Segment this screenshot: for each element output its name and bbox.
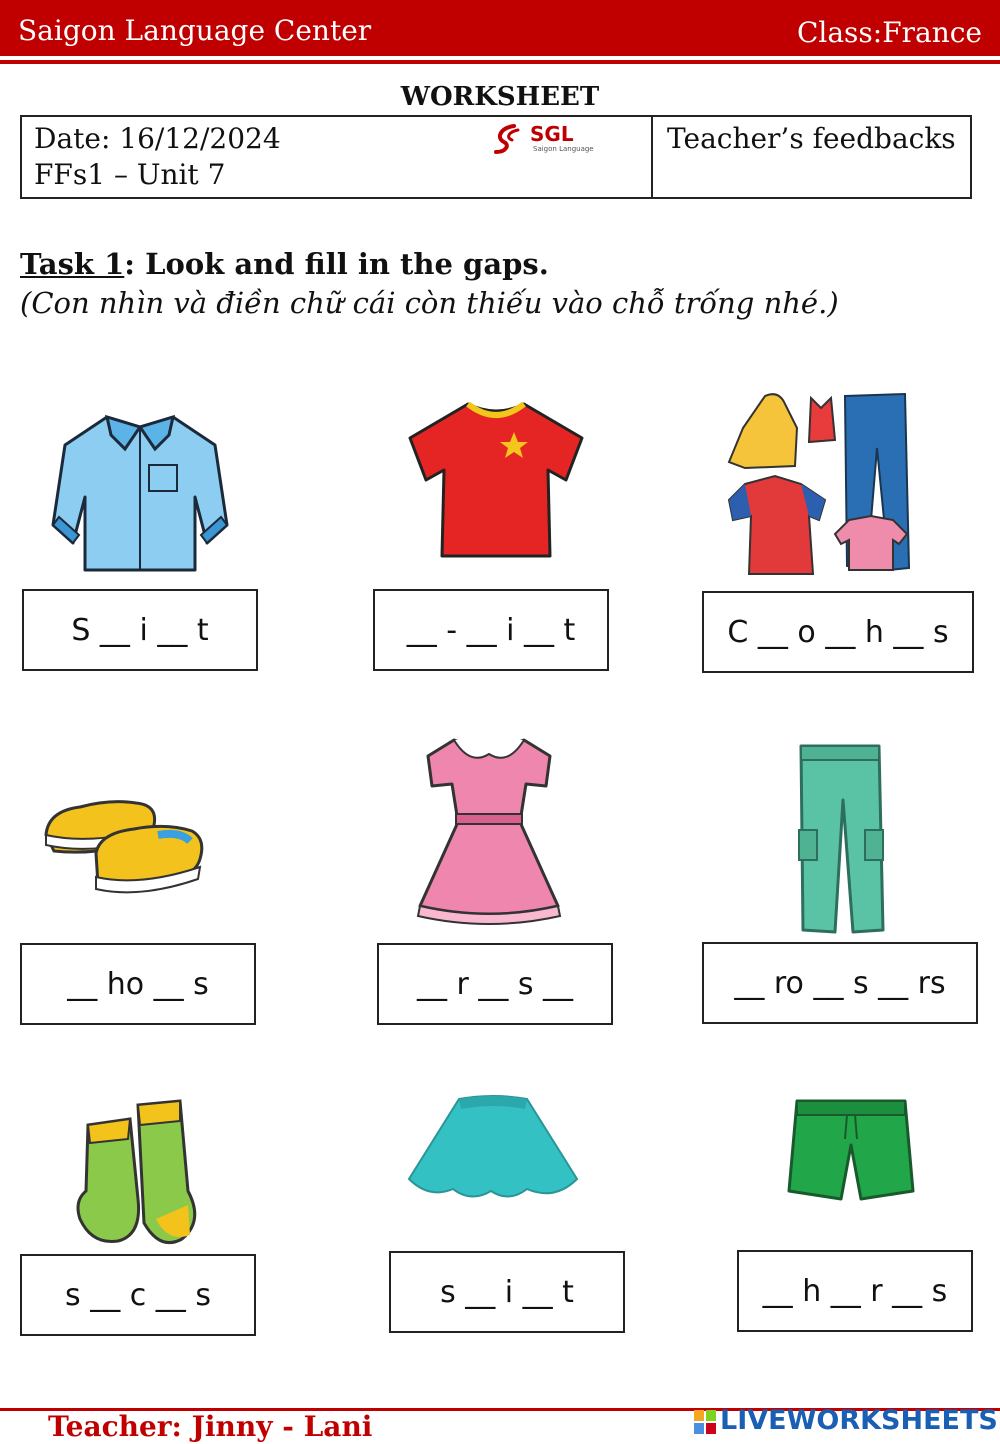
shirt-icon: [45, 405, 235, 575]
center-name: Saigon Language Center: [18, 14, 372, 47]
unit-line: FFs1 – Unit 7: [34, 158, 226, 191]
skirt-icon: [405, 1093, 580, 1203]
answer-box-socks[interactable]: s __ c __ s: [20, 1254, 256, 1336]
answer-box-dress[interactable]: __ r __ s __: [377, 943, 613, 1025]
answer-box-shoes[interactable]: __ ho __ s: [20, 943, 256, 1025]
answer-box-clothes[interactable]: C __ o __ h __ s: [702, 591, 974, 673]
dress-icon: [414, 726, 564, 926]
answer-box-trousers[interactable]: __ ro __ s __ rs: [702, 942, 978, 1024]
trousers-icon: [795, 740, 885, 935]
shoes-icon: [40, 795, 205, 915]
liveworksheets-logo-icon: [694, 1410, 716, 1434]
teacher-name: Teacher: Jinny - Lani: [48, 1410, 373, 1443]
answer-box-tshirt[interactable]: __ - __ i __ t: [373, 589, 609, 671]
header-divider: [0, 60, 1000, 64]
date-line: Date: 16/12/2024: [34, 122, 281, 155]
task-title: [20, 247, 549, 281]
logo-subtext: Saigon Language: [533, 145, 594, 153]
info-table-divider: [651, 115, 653, 199]
answer-box-shorts[interactable]: __ h __ r __ s: [737, 1250, 973, 1332]
class-label: Class:France: [796, 16, 982, 49]
liveworksheets-brand[interactable]: LIVEWORKSHEETS: [720, 1405, 998, 1436]
answer-box-skirt[interactable]: s __ i __ t: [389, 1251, 625, 1333]
task-subtitle: (Con nhìn và điền chữ cái còn thiếu vào chỗ trống nhé.): [20, 286, 839, 320]
socks-icon: [72, 1095, 220, 1247]
clothes-icon: [725, 388, 915, 576]
tshirt-icon: [402, 396, 590, 561]
logo-text: SGL: [530, 122, 574, 146]
shorts-icon: [787, 1095, 915, 1205]
task-instruction: : Look and fill in the gaps.: [124, 247, 549, 281]
answer-box-shirt[interactable]: S __ i __ t: [22, 589, 258, 671]
feedback-label: Teacher’s feedbacks: [667, 122, 956, 155]
task-number: Task 1: [20, 247, 125, 281]
worksheet-title: WORKSHEET: [400, 82, 600, 112]
